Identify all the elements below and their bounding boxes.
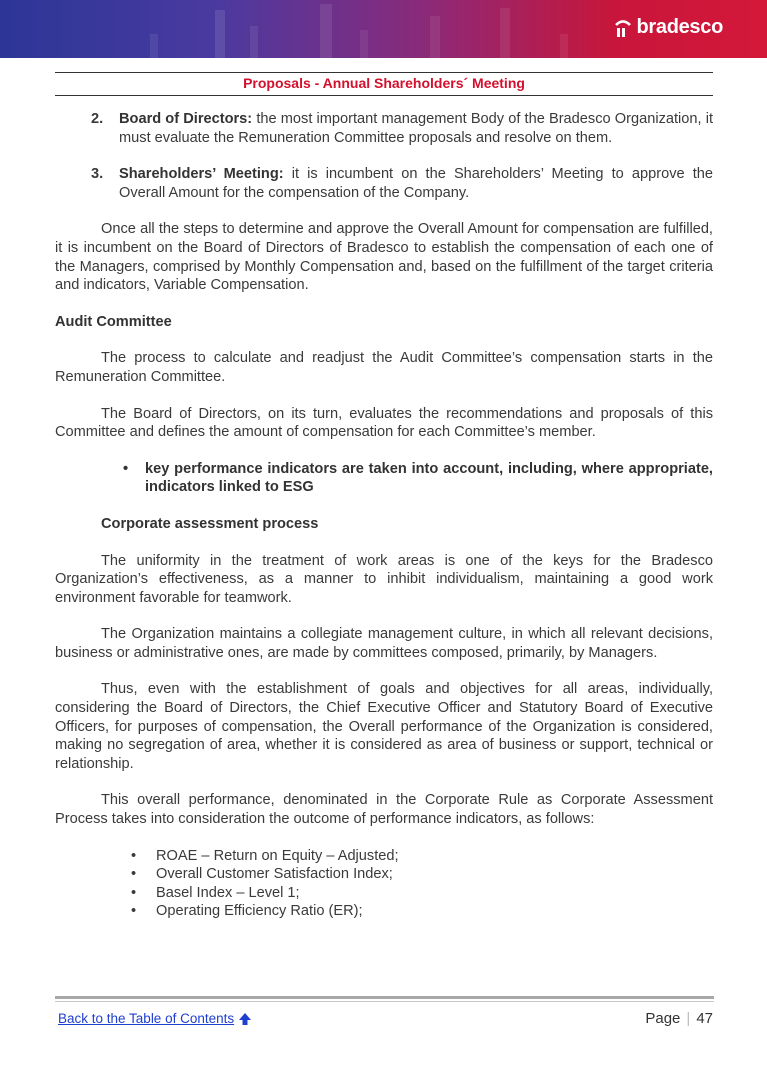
page-separator: | bbox=[686, 1010, 691, 1027]
corporate-assessment-heading: Corporate assessment process bbox=[101, 515, 319, 532]
list-item bbox=[131, 865, 713, 884]
paragraph-audit-process: The process to calculate and readjust the Audit Committee’s compensation starts in the Remuneration Committee. bbox=[55, 350, 713, 385]
list-item bbox=[131, 902, 713, 921]
page-number-value: 47 bbox=[696, 1010, 713, 1027]
paragraph-audit-board: The Board of Directors, on its turn, evaluates the recommendations and proposals of this Committee and defines the amount of compensation for each Committee’s member. bbox=[55, 405, 713, 441]
kpi-bullet-text: key performance indicators are taken into account, including, where appropriate, indicators linked to ESG bbox=[145, 460, 713, 496]
paragraph-uniformity: The uniformity in the treatment of work areas is one of the keys for the Bradesco Organization’s effectiveness, as a manner to inhibit individualism, maintaining a good work environment favorable for teamwork. bbox=[55, 552, 713, 606]
bullet-dot: • bbox=[123, 460, 129, 477]
list-item bbox=[131, 884, 713, 903]
header-rule-bottom bbox=[55, 95, 713, 96]
footer-rule-thin bbox=[55, 1001, 714, 1002]
paragraph-collegiate: The Organization maintains a collegiate management culture, in which all relevant decisions, business or administrative ones, are made by committees composed, primarily, by Managers. bbox=[55, 626, 713, 661]
item-number: 2. bbox=[91, 111, 104, 127]
arrow-up-icon[interactable] bbox=[238, 1012, 252, 1026]
paragraph-overall-performance: This overall performance, denominated in the Corporate Rule as Corporate Assessment Process takes into consideration the outcome of performance indicators, as follows: bbox=[55, 792, 713, 828]
indicator-text: ROAE – Return on Equity – Adjusted; bbox=[156, 847, 399, 864]
bullet-dot: • bbox=[131, 847, 137, 864]
list-item bbox=[131, 847, 713, 866]
item-text: the most important management Body of the Bradesco Organization, it must evaluate the Remuneration Committee proposals and resolve on them. bbox=[119, 111, 714, 146]
brand-name: bradesco bbox=[636, 16, 723, 38]
bullet-dot: • bbox=[131, 884, 137, 901]
bullet-dot: • bbox=[131, 866, 137, 883]
paragraph-goals: Thus, even with the establishment of goals and objectives for all areas, individually, considering the Board of Directors, the Chief Executive Officer and Statutory Board of Executive Officers, for purposes of compensation, the Overall performance of the Organization is considered, making no segregation of area, whether it is considered as area of business or support, technical or relationship. bbox=[55, 681, 713, 772]
kpi-bullet bbox=[55, 460, 713, 497]
back-to-toc-label[interactable]: Back to the Table of Contents bbox=[58, 1011, 235, 1026]
item-number: 3. bbox=[91, 166, 104, 183]
indicator-text: Overall Customer Satisfaction Index; bbox=[156, 866, 393, 883]
numbered-item-shareholders bbox=[55, 165, 713, 202]
item-term: Board of Directors: bbox=[119, 111, 253, 127]
footer-rule bbox=[55, 996, 714, 999]
page-label: Page bbox=[645, 1010, 681, 1027]
page-number bbox=[645, 1010, 713, 1027]
document-body bbox=[55, 110, 713, 921]
back-to-toc-link[interactable] bbox=[58, 1011, 252, 1026]
item-term: Shareholders’ Meeting: bbox=[119, 166, 284, 183]
indicator-text: Basel Index – Level 1; bbox=[156, 884, 300, 901]
audit-committee-heading: Audit Committee bbox=[55, 313, 172, 330]
paragraph-overall-amount: Once all the steps to determine and approve the Overall Amount for compensation are fulfilled, it is incumbent on the Board of Directors of Bradesco to establish the compensation of each one of the Managers, comprised by Monthly Compensation and, based on the fulfillment of the target criteria and indicators, Variable Compensation. bbox=[55, 221, 713, 294]
indicator-text: Operating Efficiency Ratio (ER); bbox=[156, 903, 363, 920]
bradesco-logo bbox=[613, 16, 723, 39]
indicator-list bbox=[55, 847, 713, 921]
bradesco-tree-icon bbox=[613, 17, 633, 39]
header-banner bbox=[0, 0, 767, 58]
page-title: Proposals - Annual Shareholders´ Meeting bbox=[243, 75, 525, 91]
bullet-dot: • bbox=[131, 903, 137, 920]
numbered-item-board bbox=[55, 110, 713, 147]
item-text: it is incumbent on the Shareholders’ Meeting to approve the Overall Amount for the compensation of the Company. bbox=[119, 166, 713, 201]
